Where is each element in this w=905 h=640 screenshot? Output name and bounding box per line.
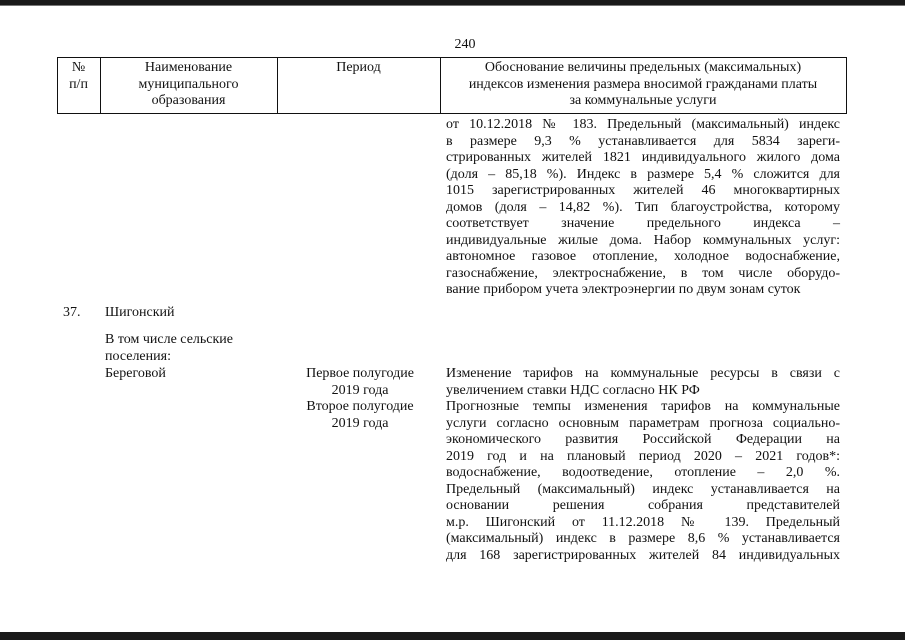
period-first-half: Первое полугодие 2019 года (306, 366, 414, 398)
header-bottom-rule (57, 113, 847, 114)
header-col-period: Период (336, 60, 381, 75)
basis-first-half: Изменение тарифов на коммунальные ресурсы в связи с увеличением ставки НДС согласно НК РФ (446, 366, 840, 398)
municipality-name: Шигонский (105, 305, 175, 320)
header-border-right (846, 57, 847, 114)
settlement-name: Береговой (105, 366, 166, 381)
scan-top-line (0, 5, 905, 6)
row-number: 37. (63, 305, 81, 320)
rural-settlements-subheading: В том числе сельские поселения: (105, 332, 234, 364)
page-number: 240 (454, 37, 476, 52)
period-second-half: Второе полугодие 2019 года (306, 399, 414, 431)
header-col-basis: Обоснование величины предельных (максимальных) индексов изменения размера вносимой гражданами платы за коммунальные услуги (468, 60, 818, 108)
header-col-number: № п/п (69, 60, 88, 92)
scan-bottom-border (0, 632, 905, 640)
header-col-name: Наименование муниципального образования (138, 60, 239, 108)
header-top-rule (57, 57, 847, 58)
continuation-paragraph: от 10.12.2018 № 183. Предельный (максимальный) индекс в размере 9,3 % устанавливается для 5834 зареги- стрированных жителей 1821 индивидуального жилого дома (доля – 85,18 %). Индекс в размере 5,4 % сложится для 1015 зарегистрированных жителей 46 многоквартирных домов (доля – 14,82 %). Тип благоустройства, которому соответствует значение предельного индекса – индивидуальные жилые дома. Набор коммунальных услуг: автономное газовое отопление, холодное водоснабжение, газоснабжение, электроснабжение, в том числе оборудо- вание прибором учета электроэнергии по двум зонам суток (446, 117, 840, 297)
basis-second-half: Прогнозные темпы изменения тарифов на коммунальные услуги согласно основным параметрам прогноза социально- экономического развития Российской Федерации на 2019 год и на плановый период 2020 – 2021 годов*: водоснабжение, водоотведение, отопление – 2,0 %. Предельный (максимальный) индекс устанавливается на основании решения собрания представителей м.р. Шигонский от 11.12.2018 № 139. Предельный (максимальный) индекс в размере 8,6 % устанавливается для 168 зарегистрированных жителей 84 индивидуальных (446, 399, 840, 563)
